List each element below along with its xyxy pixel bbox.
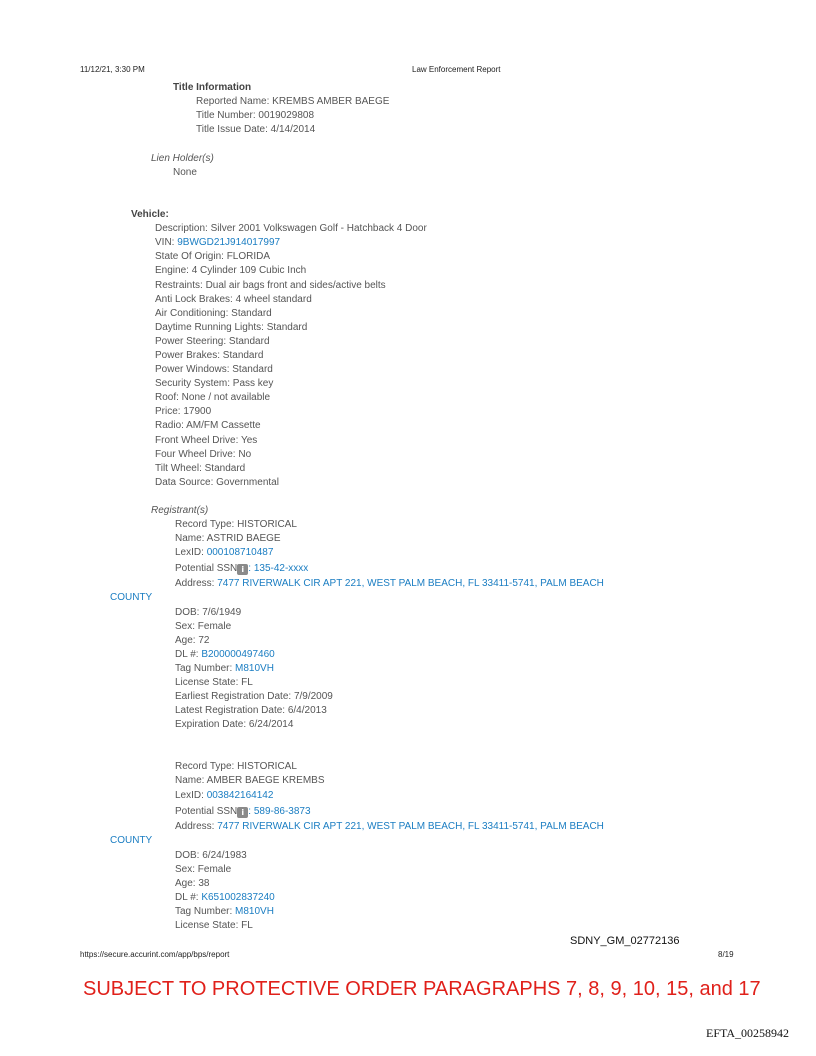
r2-address-county-link[interactable]: COUNTY bbox=[110, 835, 153, 846]
vehicle-field: Front Wheel Drive: Yes bbox=[155, 435, 258, 446]
vehicle-field: Four Wheel Drive: No bbox=[155, 449, 252, 460]
registrants-heading: Registrant(s) bbox=[151, 505, 209, 516]
title-issue-date: Title Issue Date: 4/14/2014 bbox=[196, 124, 316, 135]
vehicle-field: Power Steering: Standard bbox=[155, 336, 270, 347]
title-number: Title Number: 0019029808 bbox=[196, 110, 315, 121]
tag-label: Tag Number: bbox=[175, 906, 236, 917]
r1-expiration-date: Expiration Date: 6/24/2014 bbox=[175, 719, 294, 730]
vehicle-field: Tilt Wheel: Standard bbox=[155, 463, 246, 474]
r2-tag-row bbox=[175, 906, 274, 918]
bates-number: SDNY_GM_02772136 bbox=[570, 935, 680, 947]
r1-address-link[interactable]: 7477 RIVERWALK CIR APT 221, WEST PALM BEACH, FL 33411-5741, PALM BEACH bbox=[217, 578, 604, 589]
r2-sex: Sex: Female bbox=[175, 864, 232, 875]
r1-earliest-registration: Earliest Registration Date: 7/9/2009 bbox=[175, 691, 333, 702]
vehicle-heading: Vehicle: bbox=[131, 209, 169, 220]
report-header-title: Law Enforcement Report bbox=[412, 65, 501, 74]
r2-dob: DOB: 6/24/1983 bbox=[175, 850, 247, 861]
dl-label: DL #: bbox=[175, 892, 202, 903]
vehicle-field: Engine: 4 Cylinder 109 Cubic Inch bbox=[155, 265, 307, 276]
vin-link[interactable]: 9BWGD21J914017997 bbox=[177, 237, 281, 248]
vehicle-field: Roof: None / not available bbox=[155, 392, 271, 403]
r2-address-row bbox=[175, 821, 604, 833]
r1-latest-registration: Latest Registration Date: 6/4/2013 bbox=[175, 705, 327, 716]
r2-record-type: Record Type: HISTORICAL bbox=[175, 761, 297, 772]
title-info-heading: Title Information bbox=[173, 82, 252, 93]
r1-address-row bbox=[175, 578, 604, 590]
title-reported-name: Reported Name: KREMBS AMBER BAEGE bbox=[196, 96, 390, 107]
vehicle-field: Anti Lock Brakes: 4 wheel standard bbox=[155, 294, 312, 305]
vehicle-field: Price: 17900 bbox=[155, 406, 212, 417]
dl-label: DL #: bbox=[175, 649, 202, 660]
r2-dl-link[interactable]: K651002837240 bbox=[201, 892, 275, 903]
vehicle-field: Restraints: Dual air bags front and sides/active belts bbox=[155, 280, 386, 291]
r1-tag-link[interactable]: M810VH bbox=[235, 663, 274, 674]
r1-dl-row bbox=[175, 649, 275, 661]
ssn-label: Potential SSN bbox=[175, 563, 238, 574]
address-label: Address: bbox=[175, 578, 218, 589]
vin-label: VIN: bbox=[155, 237, 178, 248]
vehicle-field: Air Conditioning: Standard bbox=[155, 308, 272, 319]
r2-age: Age: 38 bbox=[175, 878, 210, 889]
ssn-label: Potential SSN bbox=[175, 806, 238, 817]
lexid-label: LexID: bbox=[175, 790, 207, 801]
r1-ssn-link[interactable]: 135-42-xxxx bbox=[253, 563, 309, 574]
vehicle-field: Power Windows: Standard bbox=[155, 364, 273, 375]
r2-dl-row bbox=[175, 892, 275, 904]
ssn-separator: : bbox=[248, 563, 252, 574]
lien-holder-heading: Lien Holder(s) bbox=[151, 153, 214, 164]
vehicle-field: Radio: AM/FM Cassette bbox=[155, 420, 261, 431]
r2-address-link[interactable]: 7477 RIVERWALK CIR APT 221, WEST PALM BEACH, FL 33411-5741, PALM BEACH bbox=[217, 821, 604, 832]
r1-license-state: License State: FL bbox=[175, 677, 253, 688]
info-icon[interactable]: i bbox=[237, 564, 248, 575]
r1-dob: DOB: 7/6/1949 bbox=[175, 607, 242, 618]
protective-order-notice: SUBJECT TO PROTECTIVE ORDER PARAGRAPHS 7, 8, 9, 10, 15, and 17 bbox=[83, 978, 761, 1000]
vehicle-field: Daytime Running Lights: Standard bbox=[155, 322, 308, 333]
r1-lexid-row bbox=[175, 547, 273, 559]
r2-tag-link[interactable]: M810VH bbox=[235, 906, 274, 917]
ssn-separator: : bbox=[248, 806, 252, 817]
page-number: 8/19 bbox=[718, 950, 734, 959]
efta-number: EFTA_00258942 bbox=[706, 1026, 790, 1040]
address-label: Address: bbox=[175, 821, 218, 832]
report-datetime: 11/12/21, 3:30 PM bbox=[80, 65, 145, 74]
r2-ssn-row bbox=[175, 806, 311, 818]
lien-holder-value: None bbox=[173, 167, 197, 178]
r1-lexid-link[interactable]: 000108710487 bbox=[206, 547, 274, 558]
info-icon[interactable]: i bbox=[237, 807, 248, 818]
vehicle-field: Security System: Pass key bbox=[155, 378, 274, 389]
r2-license-state: License State: FL bbox=[175, 920, 253, 931]
r2-ssn-link[interactable]: 589-86-3873 bbox=[253, 806, 311, 817]
footer-url: https://secure.accurint.com/app/bps/report bbox=[80, 950, 230, 959]
vehicle-description: Description: Silver 2001 Volkswagen Golf - Hatchback 4 Door bbox=[155, 223, 427, 234]
r1-record-type: Record Type: HISTORICAL bbox=[175, 519, 297, 530]
r2-name: Name: AMBER BAEGE KREMBS bbox=[175, 775, 325, 786]
r1-address-county-link[interactable]: COUNTY bbox=[110, 592, 153, 603]
r2-lexid-link[interactable]: 003842164142 bbox=[206, 790, 274, 801]
r1-ssn-row bbox=[175, 563, 308, 575]
vehicle-vin-row bbox=[155, 237, 280, 249]
lexid-label: LexID: bbox=[175, 547, 207, 558]
vehicle-field: State Of Origin: FLORIDA bbox=[155, 251, 271, 262]
tag-label: Tag Number: bbox=[175, 663, 236, 674]
r1-name: Name: ASTRID BAEGE bbox=[175, 533, 281, 544]
vehicle-field: Data Source: Governmental bbox=[155, 477, 279, 488]
r1-sex: Sex: Female bbox=[175, 621, 232, 632]
r1-tag-row bbox=[175, 663, 274, 675]
r1-age: Age: 72 bbox=[175, 635, 210, 646]
r1-dl-link[interactable]: B200000497460 bbox=[201, 649, 275, 660]
r2-lexid-row bbox=[175, 790, 273, 802]
vehicle-field: Power Brakes: Standard bbox=[155, 350, 264, 361]
